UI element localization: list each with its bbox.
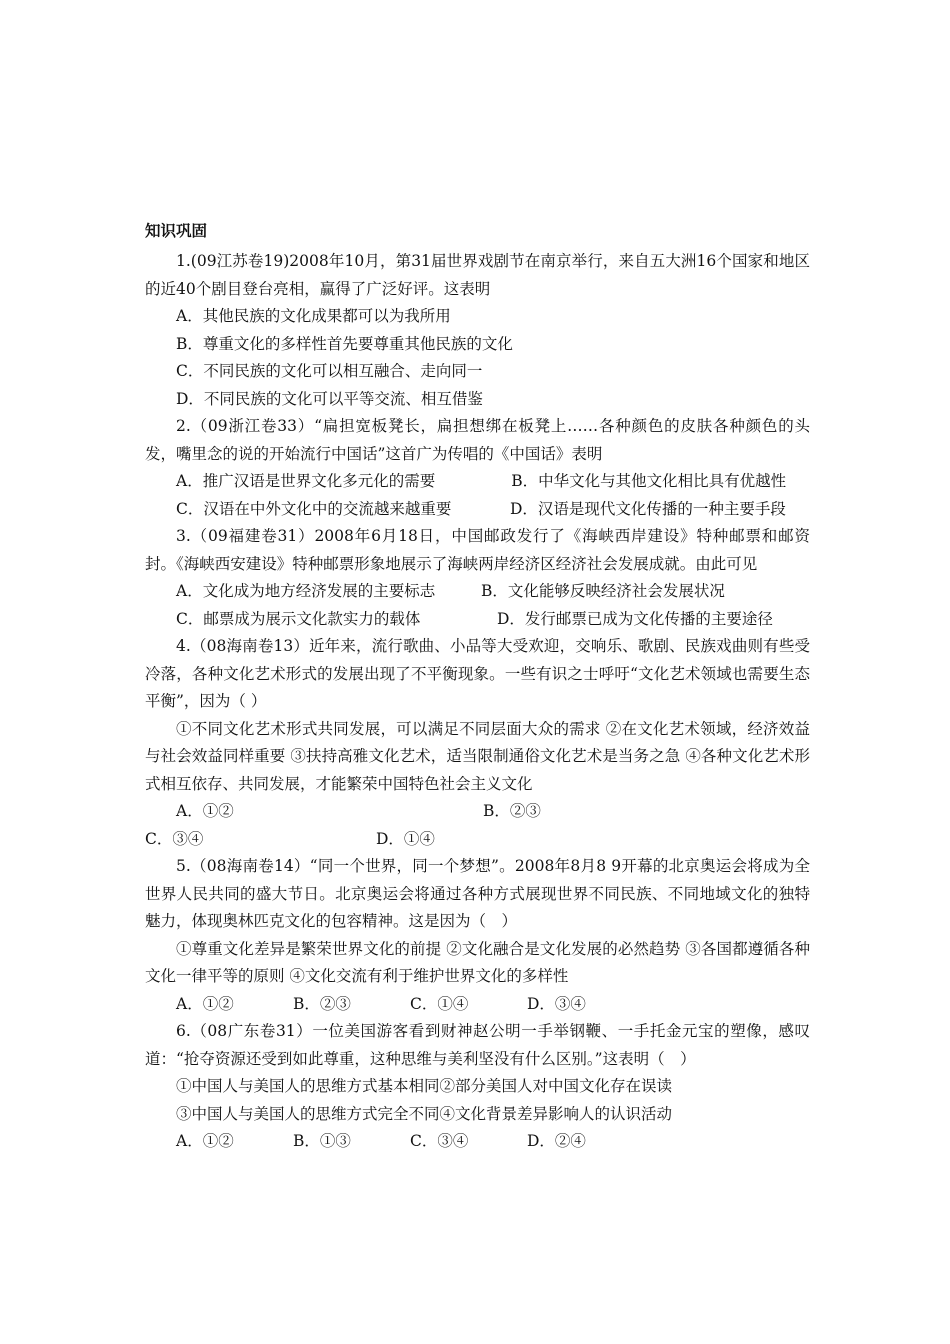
question-5-stem: 5.（08海南卷14）“同一个世界，同一个梦想”。2008年8月8 9开幕的北京奥运会将成为全世界人民共同的盛大节日。北京奥运会将通过各种方式展现世界不同民族、不同地域文化的独特魅力，体现奥林匹克文化的包容精神。这是因为（ ） xyxy=(145,857,810,930)
question-6-option-a: A．①② xyxy=(176,1132,234,1150)
question-4-option-d: D．①④ xyxy=(376,829,435,848)
question-5-option-c: C．①④ xyxy=(410,994,469,1013)
question-1-option-c: C．不同民族的文化可以相互融合、走向同一 xyxy=(176,362,483,380)
question-6-stem: 6.（08广东卷31）一位美国游客看到财神赵公明一手举钢鞭、一手托金元宝的塑像，感叹道：“抢夺资源还受到如此尊重，这种思维与美利坚没有什么区别。”这表明（ ） xyxy=(145,1022,810,1068)
question-6-option-b: B．①③ xyxy=(293,1132,351,1150)
question-3-option-a: A．文化成为地方经济发展的主要标志 xyxy=(176,582,436,600)
question-3-option-b: B．文化能够反映经济社会发展状况 xyxy=(481,582,725,600)
question-3-stem: 3.（09福建卷31）2008年6月18日，中国邮政发行了《海峡西岸建设》特种邮票和邮资封。《海峡西安建设》特种邮票形象地展示了海峡两岸经济区经济社会发展成就。由此可见 xyxy=(145,527,810,573)
question-5-option-b: B．②③ xyxy=(293,994,351,1013)
question-3-option-d: D．发行邮票已成为文化传播的主要途径 xyxy=(497,609,773,628)
question-5-option-d: D．③④ xyxy=(527,994,586,1013)
question-4-option-b: B．②③ xyxy=(483,802,541,820)
question-4-option-a: A．①② xyxy=(176,802,234,820)
question-6-option-d: D．②④ xyxy=(527,1132,586,1150)
question-6-option-c: C．③④ xyxy=(410,1132,469,1150)
question-3-options-cd xyxy=(145,606,810,634)
question-6-options xyxy=(145,1128,810,1156)
question-5-options xyxy=(145,991,810,1019)
question-4-stem: 4.（08海南卷13）近年来，流行歌曲、小品等大受欢迎，交响乐、歌剧、民族戏曲则有些受冷落，各种文化艺术形式的发展出现了不平衡现象。一些有识之士呼吁“文化艺术领域也需要生态平衡”，因为（ ） xyxy=(145,637,810,710)
question-4-statements: ①不同文化艺术形式共同发展，可以满足不同层面大众的需求 ②在文化艺术领域，经济效益与社会效益同样重要 ③扶持高雅文化艺术，适当限制通俗文化艺术是当务之急 ④各种文化艺术形式相互依存、共同发展，才能繁荣中国特色社会主义文化 xyxy=(145,719,810,793)
question-2-option-c: C．汉语在中外文化中的交流越来越重要 xyxy=(176,499,452,518)
question-2-options-ab xyxy=(145,468,810,496)
question-4-options-cd xyxy=(145,826,810,854)
question-1-option-d: D．不同民族的文化可以平等交流、相互借鉴 xyxy=(176,389,483,408)
question-list xyxy=(145,248,810,1156)
question-6-statement-2: ③中国人与美国人的思维方式完全不同④文化背景差异影响人的认识活动 xyxy=(176,1104,673,1123)
question-2-option-d: D．汉语是现代文化传播的一种主要手段 xyxy=(510,499,786,518)
question-3-options-ab xyxy=(145,578,810,606)
section-heading: 知识巩固 xyxy=(145,222,208,240)
question-4-option-c: C．③④ xyxy=(145,829,204,848)
question-2-stem: 2.（09浙江卷33）“扁担宽板凳长，扁担想绑在板凳上……各种颜色的皮肤各种颜色的头发，嘴里念的说的开始流行中国话”这首广为传唱的《中国话》表明 xyxy=(145,417,810,463)
question-1-stem: 1.(09江苏卷19)2008年10月，第31届世界戏剧节在南京举行，来自五大洲16个国家和地区的近40个剧目登台亮相，赢得了广泛好评。这表明 xyxy=(145,252,810,298)
question-2-option-b: B．中华文化与其他文化相比具有优越性 xyxy=(511,472,787,490)
question-3-option-c: C．邮票成为展示文化款实力的载体 xyxy=(176,609,421,628)
question-5-option-a: A．①② xyxy=(176,994,234,1013)
question-1-option-b: B．尊重文化的多样性首先要尊重其他民族的文化 xyxy=(176,334,513,353)
question-1-option-a: A．其他民族的文化成果都可以为我所用 xyxy=(176,307,451,325)
question-2-option-a: A．推广汉语是世界文化多元化的需要 xyxy=(176,472,436,490)
question-6-statement-1: ①中国人与美国人的思维方式基本相同②部分美国人对中国文化存在误读 xyxy=(176,1077,673,1095)
question-4-options-ab xyxy=(145,798,810,826)
question-2-options-cd xyxy=(145,496,810,524)
question-5-statements: ①尊重文化差异是繁荣世界文化的前提 ②文化融合是文化发展的必然趋势 ③各国都遵循各种文化一律平等的原则 ④文化交流有利于维护世界文化的多样性 xyxy=(145,939,810,985)
